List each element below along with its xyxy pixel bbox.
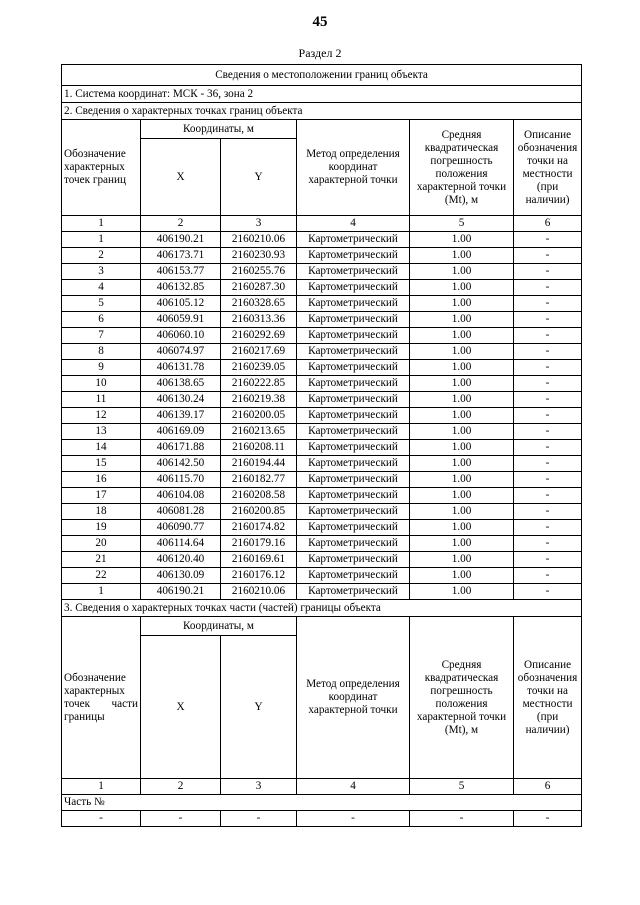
- header-point-designation-part: Обозначение характерных точек части границы: [62, 617, 141, 779]
- table-row: [62, 280, 582, 296]
- coord-y: 2160194.44: [221, 456, 297, 472]
- coord-y: 2160217.69: [221, 344, 297, 360]
- error-cell: 1.00: [410, 376, 514, 392]
- point-number: 3: [62, 264, 141, 280]
- coord-x: 406138.65: [141, 376, 221, 392]
- error-cell: 1.00: [410, 568, 514, 584]
- table-row: [62, 424, 582, 440]
- point-number: 22: [62, 568, 141, 584]
- part-cell: -: [141, 811, 221, 827]
- coord-x: 406171.88: [141, 440, 221, 456]
- point-number: 1: [62, 232, 141, 248]
- coord-y: 2160292.69: [221, 328, 297, 344]
- part-label: Часть №: [62, 795, 582, 811]
- column-number: 6: [514, 779, 582, 795]
- coord-x: 406074.97: [141, 344, 221, 360]
- coord-x: 406169.09: [141, 424, 221, 440]
- table-row: [62, 811, 582, 827]
- method-cell: Картометрический: [297, 360, 410, 376]
- coord-x: 406190.21: [141, 584, 221, 600]
- table-row: [62, 392, 582, 408]
- error-cell: 1.00: [410, 584, 514, 600]
- method-cell: Картометрический: [297, 488, 410, 504]
- column-number: 2: [141, 779, 221, 795]
- column-numbers-row-part: [62, 779, 582, 795]
- coord-y: 2160200.85: [221, 504, 297, 520]
- coord-x: 406132.85: [141, 280, 221, 296]
- description-cell: -: [514, 520, 582, 536]
- column-number: 5: [410, 779, 514, 795]
- description-cell: -: [514, 264, 582, 280]
- method-cell: Картометрический: [297, 520, 410, 536]
- method-cell: Картометрический: [297, 392, 410, 408]
- coord-system: 1. Система координат: МСК - 36, зона 2: [62, 86, 582, 103]
- coord-y: 2160213.65: [221, 424, 297, 440]
- coord-x: 406142.50: [141, 456, 221, 472]
- point-number: 13: [62, 424, 141, 440]
- error-cell: 1.00: [410, 264, 514, 280]
- description-cell: -: [514, 344, 582, 360]
- method-cell: Картометрический: [297, 280, 410, 296]
- error-cell: 1.00: [410, 248, 514, 264]
- column-number: 5: [410, 216, 514, 232]
- method-cell: Картометрический: [297, 536, 410, 552]
- table-row: [62, 552, 582, 568]
- point-number: 2: [62, 248, 141, 264]
- header-coordinates-part: Координаты, м: [141, 617, 297, 636]
- header-description: Описание обозначения точки на местности (при наличии): [514, 120, 582, 216]
- column-number: 4: [297, 779, 410, 795]
- description-cell: -: [514, 552, 582, 568]
- point-number: 4: [62, 280, 141, 296]
- description-cell: -: [514, 568, 582, 584]
- part-cell: -: [514, 811, 582, 827]
- error-cell: 1.00: [410, 456, 514, 472]
- part-cell: -: [221, 811, 297, 827]
- coord-y: 2160179.16: [221, 536, 297, 552]
- error-cell: 1.00: [410, 312, 514, 328]
- coord-x: 406173.71: [141, 248, 221, 264]
- error-cell: 1.00: [410, 536, 514, 552]
- error-cell: 1.00: [410, 280, 514, 296]
- column-number: 1: [62, 779, 141, 795]
- table-row: [62, 296, 582, 312]
- description-cell: -: [514, 440, 582, 456]
- point-number: 9: [62, 360, 141, 376]
- coord-x: 406131.78: [141, 360, 221, 376]
- error-cell: 1.00: [410, 440, 514, 456]
- coord-x: 406139.17: [141, 408, 221, 424]
- point-number: 10: [62, 376, 141, 392]
- coord-x: 406120.40: [141, 552, 221, 568]
- description-cell: -: [514, 248, 582, 264]
- method-cell: Картометрический: [297, 248, 410, 264]
- table-row: [62, 408, 582, 424]
- coord-x: 406130.24: [141, 392, 221, 408]
- coord-y: 2160210.06: [221, 232, 297, 248]
- point-number: 8: [62, 344, 141, 360]
- description-cell: -: [514, 232, 582, 248]
- table-row: [62, 328, 582, 344]
- point-number: 14: [62, 440, 141, 456]
- coord-x: 406081.28: [141, 504, 221, 520]
- point-number: 7: [62, 328, 141, 344]
- description-cell: -: [514, 488, 582, 504]
- error-cell: 1.00: [410, 520, 514, 536]
- method-cell: Картометрический: [297, 328, 410, 344]
- header-point-designation: Обозначение характерных точек границ: [62, 120, 141, 216]
- page-number: 45: [312, 14, 328, 30]
- error-cell: 1.00: [410, 504, 514, 520]
- header-x: X: [141, 139, 221, 216]
- point-number: 15: [62, 456, 141, 472]
- coord-x: 406060.10: [141, 328, 221, 344]
- coord-y: 2160255.76: [221, 264, 297, 280]
- header-y: Y: [221, 139, 297, 216]
- description-cell: -: [514, 456, 582, 472]
- coord-x: 406090.77: [141, 520, 221, 536]
- coord-x: 406059.91: [141, 312, 221, 328]
- description-cell: -: [514, 328, 582, 344]
- part-cell: -: [410, 811, 514, 827]
- description-cell: -: [514, 376, 582, 392]
- table-row: [62, 584, 582, 600]
- coord-x: 406104.08: [141, 488, 221, 504]
- error-cell: 1.00: [410, 552, 514, 568]
- coord-y: 2160182.77: [221, 472, 297, 488]
- method-cell: Картометрический: [297, 232, 410, 248]
- table-row: [62, 248, 582, 264]
- part-cell: -: [62, 811, 141, 827]
- point-number: 21: [62, 552, 141, 568]
- method-cell: Картометрический: [297, 408, 410, 424]
- point-number: 12: [62, 408, 141, 424]
- header-error-part: Средняя квадратическая погрешность положения характерной точки (Mt), м: [410, 617, 514, 779]
- header-error: Средняя квадратическая погрешность положения характерной точки (Mt), м: [410, 120, 514, 216]
- coord-x: 406105.12: [141, 296, 221, 312]
- table-title: Сведения о местоположении границ объекта: [62, 65, 582, 86]
- point-number: 18: [62, 504, 141, 520]
- coord-y: 2160176.12: [221, 568, 297, 584]
- point-number: 1: [62, 584, 141, 600]
- header-y-part: Y: [221, 636, 297, 779]
- coord-y: 2160208.11: [221, 440, 297, 456]
- error-cell: 1.00: [410, 296, 514, 312]
- section-title: Раздел 2: [298, 46, 342, 60]
- error-cell: 1.00: [410, 232, 514, 248]
- table-row: [62, 376, 582, 392]
- method-cell: Картометрический: [297, 312, 410, 328]
- column-number: 4: [297, 216, 410, 232]
- description-cell: -: [514, 536, 582, 552]
- coord-y: 2160239.05: [221, 360, 297, 376]
- coord-y: 2160210.06: [221, 584, 297, 600]
- section2-title: 2. Сведения о характерных точках границ объекта: [62, 103, 582, 120]
- header-method-part: Метод определения координат характерной точки: [297, 617, 410, 779]
- coord-x: 406153.77: [141, 264, 221, 280]
- description-cell: -: [514, 312, 582, 328]
- header-x-part: X: [141, 636, 221, 779]
- coord-y: 2160219.38: [221, 392, 297, 408]
- section3-title: 3. Сведения о характерных точках части (частей) границы объекта: [62, 600, 582, 617]
- coord-y: 2160313.36: [221, 312, 297, 328]
- error-cell: 1.00: [410, 328, 514, 344]
- description-cell: -: [514, 472, 582, 488]
- description-cell: -: [514, 280, 582, 296]
- table-row: [62, 520, 582, 536]
- point-number: 17: [62, 488, 141, 504]
- table-row: [62, 504, 582, 520]
- column-number: 2: [141, 216, 221, 232]
- method-cell: Картометрический: [297, 456, 410, 472]
- coord-y: 2160287.30: [221, 280, 297, 296]
- coord-y: 2160200.05: [221, 408, 297, 424]
- table-row: [62, 360, 582, 376]
- error-cell: 1.00: [410, 472, 514, 488]
- method-cell: Картометрический: [297, 376, 410, 392]
- column-number: 1: [62, 216, 141, 232]
- description-cell: -: [514, 296, 582, 312]
- description-cell: -: [514, 584, 582, 600]
- point-number: 11: [62, 392, 141, 408]
- table-row: [62, 456, 582, 472]
- error-cell: 1.00: [410, 392, 514, 408]
- header-description-part: Описание обозначения точки на местности (при наличии): [514, 617, 582, 779]
- method-cell: Картометрический: [297, 584, 410, 600]
- method-cell: Картометрический: [297, 424, 410, 440]
- header-coordinates: Координаты, м: [141, 120, 297, 139]
- header-method: Метод определения координат характерной точки: [297, 120, 410, 216]
- column-number: 6: [514, 216, 582, 232]
- description-cell: -: [514, 408, 582, 424]
- table-row: [62, 344, 582, 360]
- table-row: [62, 536, 582, 552]
- coord-x: 406130.09: [141, 568, 221, 584]
- point-number: 16: [62, 472, 141, 488]
- error-cell: 1.00: [410, 424, 514, 440]
- error-cell: 1.00: [410, 408, 514, 424]
- method-cell: Картометрический: [297, 296, 410, 312]
- coord-y: 2160230.93: [221, 248, 297, 264]
- method-cell: Картометрический: [297, 504, 410, 520]
- coord-y: 2160222.85: [221, 376, 297, 392]
- point-number: 5: [62, 296, 141, 312]
- description-cell: -: [514, 392, 582, 408]
- table-row: [62, 472, 582, 488]
- coord-y: 2160169.61: [221, 552, 297, 568]
- method-cell: Картометрический: [297, 344, 410, 360]
- table-row: [62, 264, 582, 280]
- column-number: 3: [221, 779, 297, 795]
- method-cell: Картометрический: [297, 472, 410, 488]
- coord-x: 406114.64: [141, 536, 221, 552]
- coord-x: 406115.70: [141, 472, 221, 488]
- boundary-table: [61, 64, 582, 827]
- method-cell: Картометрический: [297, 264, 410, 280]
- coord-y: 2160208.58: [221, 488, 297, 504]
- error-cell: 1.00: [410, 344, 514, 360]
- part-cell: -: [297, 811, 410, 827]
- description-cell: -: [514, 424, 582, 440]
- description-cell: -: [514, 360, 582, 376]
- table-row: [62, 488, 582, 504]
- table-row: [62, 312, 582, 328]
- point-number: 20: [62, 536, 141, 552]
- coord-y: 2160328.65: [221, 296, 297, 312]
- table-row: [62, 568, 582, 584]
- point-number: 19: [62, 520, 141, 536]
- table-row: [62, 440, 582, 456]
- error-cell: 1.00: [410, 488, 514, 504]
- table-row: [62, 232, 582, 248]
- point-number: 6: [62, 312, 141, 328]
- method-cell: Картометрический: [297, 568, 410, 584]
- column-numbers-row: [62, 216, 582, 232]
- column-number: 3: [221, 216, 297, 232]
- coord-y: 2160174.82: [221, 520, 297, 536]
- error-cell: 1.00: [410, 360, 514, 376]
- method-cell: Картометрический: [297, 440, 410, 456]
- coord-x: 406190.21: [141, 232, 221, 248]
- description-cell: -: [514, 504, 582, 520]
- method-cell: Картометрический: [297, 552, 410, 568]
